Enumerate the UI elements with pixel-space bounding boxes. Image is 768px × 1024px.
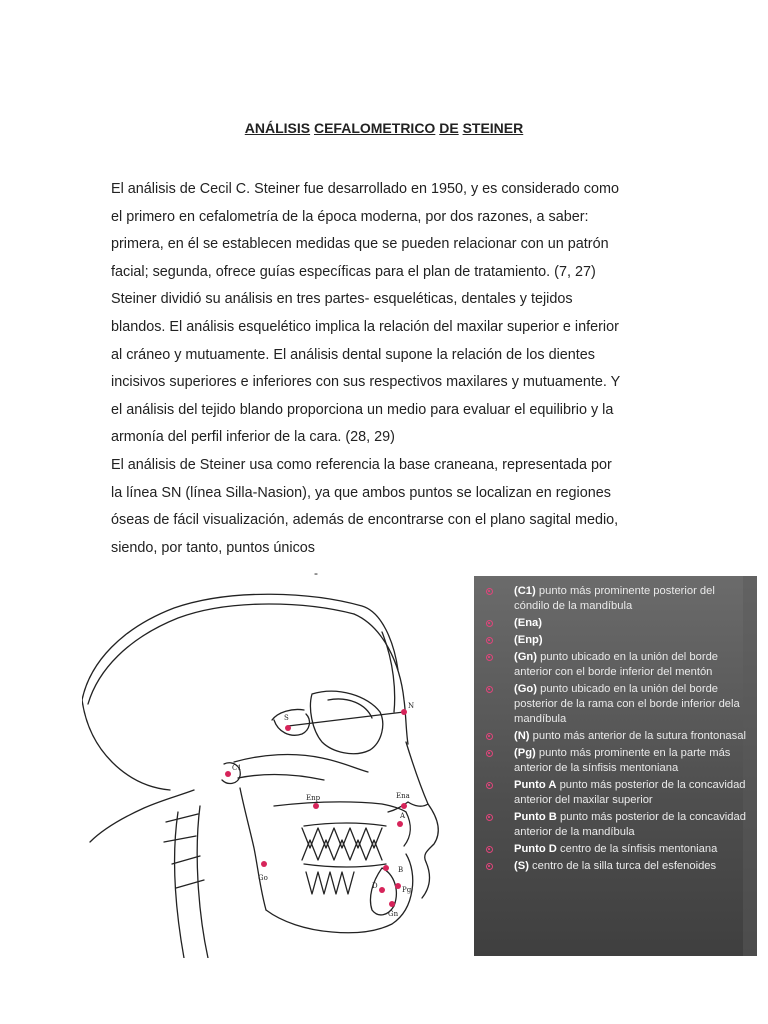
label-pg: Pg: [402, 886, 412, 894]
label-d: D: [372, 882, 378, 890]
legend-text: punto más posterior de la concavidad anterior del maxilar superior: [514, 779, 746, 806]
bullet-icon: [486, 637, 493, 644]
label-n: N: [408, 702, 415, 710]
legend-item: [486, 633, 747, 648]
stray-dash: -: [314, 566, 318, 580]
bullet-icon: [486, 686, 493, 693]
legend-text: punto más posterior de la concavidad anterior de la mandíbula: [514, 811, 746, 838]
legend-key: (N): [514, 730, 530, 742]
legend-text: punto ubicado en la unión del borde posterior de la rama con el borde inferior dela mandíbula: [514, 683, 740, 725]
legend-item: [486, 810, 747, 840]
bullet-icon: [486, 620, 493, 627]
title-word-2: CEFALOMETRICO: [313, 120, 436, 136]
legend-key: (C1): [514, 585, 536, 597]
legend-item: [486, 650, 747, 680]
legend-item: [486, 842, 747, 857]
label-gn: Gn: [388, 910, 399, 918]
legend-key: (Enp): [514, 634, 543, 646]
legend-item: [486, 616, 747, 631]
legend-text: punto más anterior de la sutura frontonasal: [529, 730, 746, 742]
paragraph-line: óseas de fácil visualización, además de encontrarse con el plano sagital medio,: [111, 512, 619, 529]
paragraph-line: el análisis del tejido blando proporciona un medio para evaluar el equilibrio y la: [111, 401, 614, 418]
paragraph-line: Steiner dividió su análisis en tres partes- esqueléticas, dentales y tejidos: [111, 291, 573, 308]
bullet-icon: [486, 750, 493, 757]
paragraph-line: blandos. El análisis esquelético implica la relación del maxilar superior e inferior: [111, 318, 619, 335]
label-b: B: [398, 866, 404, 874]
legend-text: punto más prominente posterior del cóndilo de la mandíbula: [514, 585, 715, 612]
bullet-icon: [486, 588, 493, 595]
legend-key: Punto D: [514, 843, 557, 855]
points-legend-panel: [474, 576, 757, 956]
body-paragraph: [111, 176, 671, 562]
bullet-icon: [486, 846, 493, 853]
legend-key: (Go): [514, 683, 537, 695]
legend-key: (Gn): [514, 651, 537, 663]
title-word-1: ANÁLISIS: [244, 120, 311, 136]
paragraph-line: El análisis de Steiner usa como referencia la base craneana, representada por: [111, 456, 612, 473]
bullet-icon: [486, 814, 493, 821]
paragraph-line: el primero en cefalometría de la época moderna, por dos razones, a saber:: [111, 208, 589, 225]
paragraph-line: incisivos superiores e inferiores con sus respectivos maxilares y mutuamente. Y: [111, 374, 621, 391]
bullet-icon: [486, 863, 493, 870]
title-word-4: STEINER: [462, 120, 524, 136]
legend-item: [486, 584, 747, 614]
legend-text: centro de la sínfisis mentoniana: [556, 843, 718, 855]
paragraph-line: la línea SN (línea Silla-Nasion), ya que ambos puntos se localizan en regiones: [111, 484, 611, 501]
paragraph-line: al cráneo y mutuamente. El análisis dental supone la relación de los dientes: [111, 346, 595, 363]
legend-text: punto ubicado en la unión del borde anterior con el borde inferior del mentón: [514, 651, 719, 678]
title-word-3: DE: [439, 120, 459, 136]
legend-item: [486, 746, 747, 776]
label-enp: Enp: [306, 794, 321, 802]
bullet-icon: [486, 654, 493, 661]
paragraph-line: primera, en él se establecen medidas que se pueden relacionar con un patrón: [111, 236, 609, 253]
legend-item: [486, 729, 747, 744]
label-c1: C1: [232, 764, 242, 772]
legend-item: [486, 859, 747, 874]
bullet-icon: [486, 733, 493, 740]
bullet-icon: [486, 782, 493, 789]
label-a: A: [400, 812, 406, 820]
legend-key: Punto A: [514, 779, 557, 791]
legend-text: punto más prominente en la parte más anterior de la sínfisis mentoniana: [514, 747, 731, 774]
legend-item: [486, 682, 747, 727]
legend-key: (S): [514, 860, 529, 872]
label-go: Go: [258, 874, 268, 882]
label-s: S: [284, 714, 289, 722]
label-ena: Ena: [396, 792, 410, 800]
legend-item: [486, 778, 747, 808]
paragraph-line: siendo, por tanto, puntos únicos: [111, 539, 316, 556]
paragraph-line: armonía del perfil inferior de la cara. (28, 29): [111, 429, 395, 446]
legend-key: (Ena): [514, 617, 542, 629]
legend-key: Punto B: [514, 811, 557, 823]
paragraph-line: El análisis de Cecil C. Steiner fue desarrollado en 1950, y es considerado como: [111, 181, 619, 197]
cephalometric-skull-figure: [82, 592, 456, 958]
legend-key: (Pg): [514, 747, 536, 759]
legend-list: [474, 576, 757, 874]
document-title: [0, 120, 768, 136]
legend-text: centro de la silla turca del esfenoides: [528, 860, 717, 872]
paragraph-line: facial; segunda, ofrece guías específicas para el plan de tratamiento. (7, 27): [111, 263, 596, 280]
